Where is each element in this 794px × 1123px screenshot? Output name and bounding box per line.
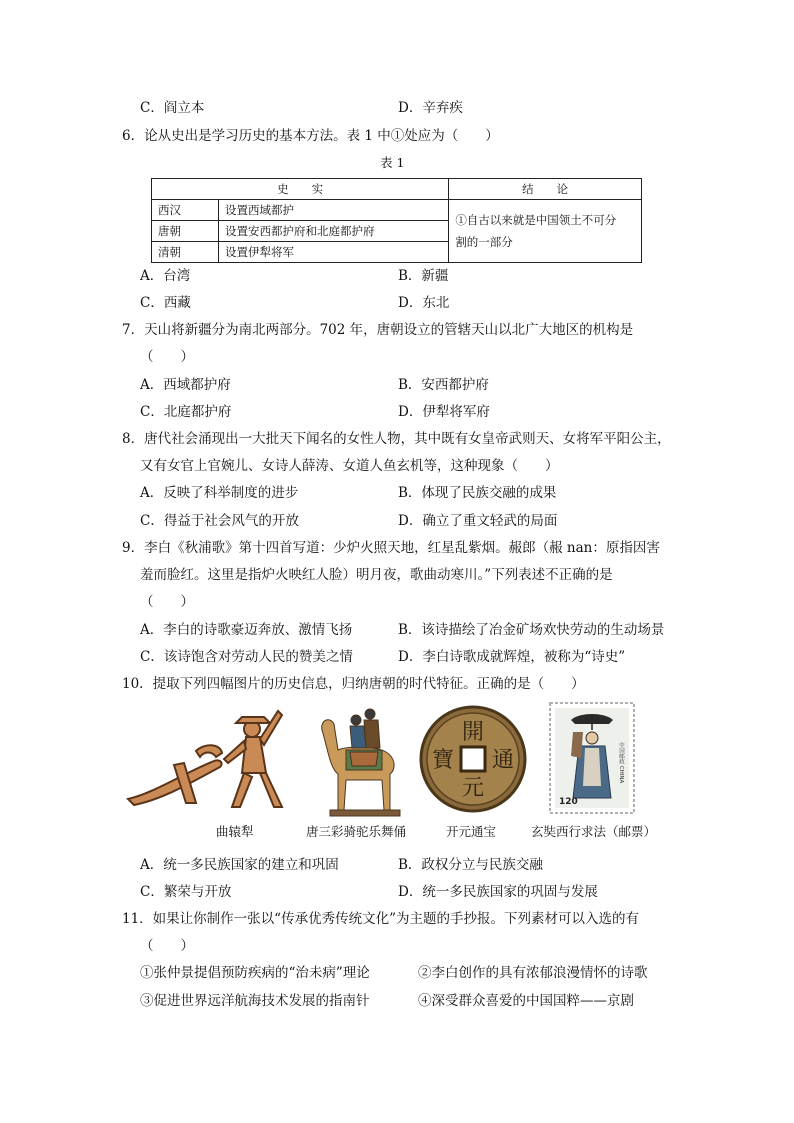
q9-option-b: B．该诗描绘了冶金矿场欢快劳动的生动场景: [398, 622, 665, 638]
q11-item-4: ④深受群众喜爱的中国国粹——京剧: [418, 993, 634, 1009]
q8-stem-line1: 8．唐代社会涌现出一大批天下闻名的女性人物，其中既有女皇帝武则天、女将军平阳公主，: [122, 431, 671, 447]
table-header-conclusion: 结 论: [449, 179, 642, 200]
table-cell-conclusion: [449, 200, 642, 263]
q9-option-a: A．李白的诗歌豪迈奔放、激情飞扬: [140, 622, 353, 638]
table-title: 表 1: [380, 155, 405, 170]
q6-option-c: C．西藏: [140, 295, 191, 311]
coin-char-bottom: 元: [461, 776, 485, 801]
table-cell-dynasty: 西汉: [152, 200, 219, 221]
q11-item-1: ①张仲景提倡预防疾病的“治未病”理论: [140, 965, 370, 981]
q8-option-c: C．得益于社会风气的开放: [140, 513, 299, 529]
q8-option-a: A．反映了科举制度的进步: [140, 485, 299, 501]
caption-stamp: 玄奘西行求法（邮票）: [531, 824, 657, 839]
caption-camel-figurine: 唐三彩骑驼乐舞俑: [306, 824, 407, 839]
q6-stem: 6．论从史出是学习历史的基本方法。表 1 中①处应为（ ）: [122, 128, 499, 144]
q11-stem-line2: （ ）: [140, 938, 194, 954]
q9-option-c: C．该诗饱含对劳动人民的赞美之情: [140, 649, 353, 665]
stamp-value-text: 120: [559, 797, 578, 807]
q7-stem-line2: （ ）: [140, 349, 194, 365]
table-cell-dynasty: 唐朝: [152, 221, 219, 242]
q9-stem-line2: 羞而脸红。这里是指炉火映红人脸）明月夜，歌曲动寒川。”下列表述不正确的是: [140, 567, 613, 583]
q8-option-d: D．确立了重文轻武的局面: [398, 513, 558, 529]
table-cell-fact: 设置安西都护府和北庭都护府: [219, 221, 449, 242]
kaiyuan-tongbao-coin-image: [419, 705, 527, 813]
q8-stem-line2: 又有女官上官婉儿、女诗人薛涛、女道人鱼玄机等，这种现象（ ）: [140, 458, 559, 474]
q7-stem-line1: 7．天山将新疆分为南北两部分。702 年，唐朝设立的管辖天山以北广大地区的机构是: [122, 322, 634, 338]
stamp-country-text: 中国邮政 CHINA: [618, 742, 624, 784]
q10-option-d: D．统一多民族国家的巩固与发展: [398, 884, 598, 900]
q6-option-a: A．台湾: [140, 268, 191, 284]
q10-option-b: B．政权分立与民族交融: [398, 857, 543, 873]
q6-option-b: B．新疆: [398, 268, 449, 284]
q7-option-c: C．北庭都护府: [140, 404, 232, 420]
caption-curved-plough: 曲辕犁: [216, 824, 254, 839]
coin-char-right: 通: [491, 748, 515, 773]
q6-option-d: D．东北: [398, 295, 450, 311]
q10-stem: 10．提取下列四幅图片的历史信息，归纳唐朝的时代特征。正确的是（ ）: [122, 676, 585, 692]
q7-option-a: A．西域都护府: [140, 377, 231, 393]
history-table: [151, 178, 642, 263]
q10-option-c: C．繁荣与开放: [140, 884, 232, 900]
q5-option-c: C．阎立本: [140, 100, 205, 116]
conclusion-line-2: 割的一部分: [455, 235, 513, 249]
q10-option-a: A．统一多民族国家的建立和巩固: [140, 857, 339, 873]
q11-item-2: ②李白创作的具有浓郁浪漫情怀的诗歌: [418, 965, 648, 981]
table-cell-fact: 设置西域都护: [219, 200, 449, 221]
q9-stem-line1: 9．李白《秋浦歌》第十四首写道：少炉火照天地，红星乱紫烟。赧郎（赧 nan：原指因害: [122, 540, 660, 556]
q9-option-d: D．李白诗歌成就辉煌，被称为“诗史”: [398, 649, 626, 665]
q7-option-b: B．安西都护府: [398, 377, 489, 393]
table-header-facts: 史 实: [152, 179, 449, 200]
xuanzang-stamp-image: [549, 702, 635, 814]
q7-option-d: D．伊犁将军府: [398, 404, 490, 420]
caption-coin: 开元通宝: [446, 824, 497, 839]
q8-option-b: B．体现了民族交融的成果: [398, 485, 557, 501]
q9-stem-line3: （ ）: [140, 594, 194, 610]
q11-stem-line1: 11．如果让你制作一张以“传承优秀传统文化”为主题的手抄报。下列素材可以入选的有: [122, 911, 639, 927]
coin-char-top: 開: [461, 720, 485, 745]
table-cell-fact: 设置伊犁将军: [219, 242, 449, 263]
curved-plough-image: [124, 703, 304, 815]
table-cell-dynasty: 清朝: [152, 242, 219, 263]
tang-sancai-camel-image: [316, 700, 406, 818]
coin-char-left: 寶: [431, 748, 455, 773]
q11-item-3: ③促进世界远洋航海技术发展的指南针: [140, 993, 370, 1009]
q5-option-d: D．辛弃疾: [398, 100, 463, 116]
conclusion-line-1: ①自古以来就是中国领土不可分: [455, 213, 617, 227]
